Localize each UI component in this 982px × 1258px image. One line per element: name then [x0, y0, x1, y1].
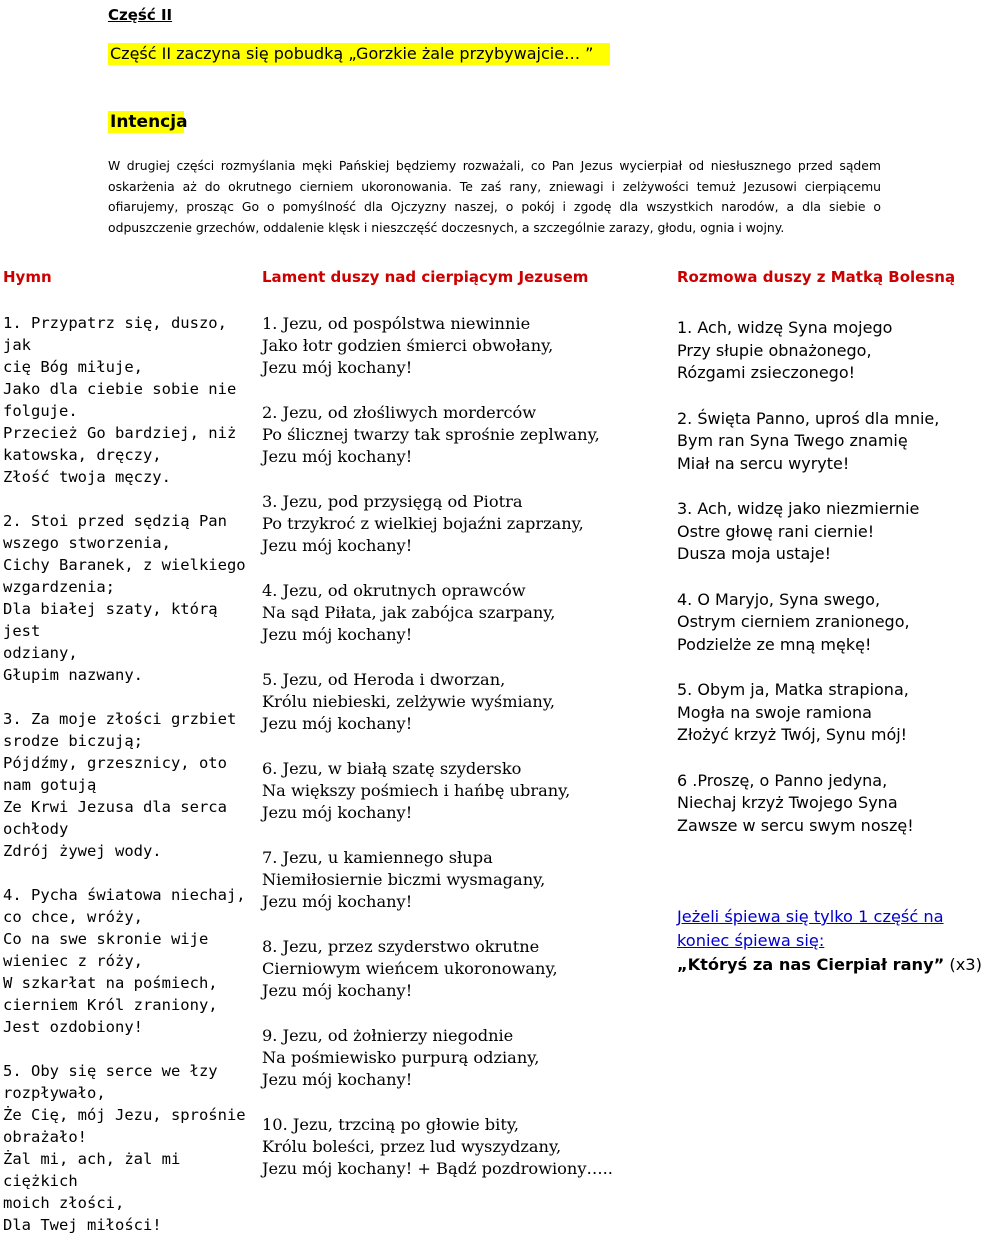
hymn-line: wszego stworzenia,	[3, 534, 171, 552]
hymn-heading: Hymn	[3, 268, 52, 286]
conversation-line: Podzielże ze mną mękę!	[677, 634, 872, 654]
conversation-line: 4. O Maryjo, Syna swego,	[677, 589, 881, 609]
hymn-line: Przecież Go bardziej, niż	[3, 424, 237, 442]
hymn-line: moich złości,	[3, 1194, 125, 1212]
lament-stanza	[262, 580, 652, 647]
hymn-line: Zdrój żywej wody.	[3, 842, 162, 860]
lament-line: Jezu mój kochany!	[262, 803, 413, 823]
hymn-line: Ze Krwi Jezusa dla serca	[3, 798, 227, 816]
conversation-line: 5. Obym ja, Matka strapiona,	[677, 680, 909, 699]
hymn-stanza	[3, 510, 253, 686]
lament-line: 5. Jezu, od Heroda i dworzan,	[262, 670, 506, 689]
lament-line: Królu niebieski, zelżywie wyśmiany,	[262, 692, 555, 712]
hymn-line: Cichy Baranek, z wielkiego	[3, 556, 246, 574]
hymn-line: srodze biczują;	[3, 732, 143, 750]
lament-heading: Lament duszy nad cierpiącym Jezusem	[262, 268, 589, 286]
lament-line: Po trzykroć z wielkiej bojaźni zaprzany,	[262, 514, 584, 534]
hymn-column	[3, 312, 253, 1258]
conversation-line: 2. Święta Panno, uproś dla mnie,	[677, 408, 940, 428]
hymn-line: Dla białej szaty, którą jest	[3, 600, 218, 640]
lament-line: 9. Jezu, od żołnierzy niegodnie	[262, 1026, 514, 1045]
lament-line: Jezu mój kochany!	[262, 981, 413, 1001]
hymn-line: W szkarłat na pośmiech,	[3, 974, 218, 992]
hymn-line: obrażało!	[3, 1128, 87, 1146]
lament-line: 4. Jezu, od okrutnych oprawców	[262, 581, 526, 600]
hymn-line: 4. Pycha światowa niechaj,	[3, 886, 246, 904]
lament-line: Niemiłosiernie biczmi wysmagany,	[262, 870, 546, 890]
conversation-line: Mogła na swoje ramiona	[677, 702, 872, 722]
hymn-line: nam gotują	[3, 776, 97, 794]
lament-line: 6. Jezu, w białą szatę szydersko	[262, 759, 522, 778]
conversation-heading: Rozmowa duszy z Matką Bolesną	[677, 268, 956, 286]
hymn-line: odziany,	[3, 644, 78, 662]
conversation-line: Rózgami zsieczonego!	[677, 363, 856, 382]
hymn-line: Dla Twej miłości!	[3, 1216, 162, 1234]
hymn-line: folguje.	[3, 402, 78, 420]
conversation-line: 6 .Proszę, o Panno jedyna,	[677, 770, 888, 790]
conversation-line: 1. Ach, widzę Syna mojego	[677, 318, 893, 337]
lament-line: Jezu mój kochany!	[262, 892, 413, 912]
lament-stanza	[262, 936, 652, 1003]
conversation-line: Niechaj krzyż Twojego Syna	[677, 793, 898, 812]
hymn-line: Jako dla ciebie sobie nie	[3, 380, 237, 398]
conversation-stanza	[677, 317, 962, 385]
hymn-line: 1. Przypatrz się, duszo, jak	[3, 314, 227, 354]
lament-line: Po ślicznej twarzy tak sprośnie zeplwany,	[262, 425, 600, 445]
lament-line: 2. Jezu, od złośliwych morderców	[262, 403, 537, 422]
hymn-line: rozpływało,	[3, 1084, 106, 1102]
lament-line: Na większy pośmiech i hańbę ubrany,	[262, 781, 571, 801]
lament-line: 7. Jezu, u kamiennego słupa	[262, 848, 493, 867]
conversation-stanza	[677, 589, 962, 657]
lament-line: Na pośmiewisko purpurą odziany,	[262, 1048, 540, 1068]
conversation-line: Ostrym cierniem zranionego,	[677, 612, 910, 631]
conversation-line: Miał na sercu wyryte!	[677, 453, 850, 473]
ending-note	[677, 905, 982, 977]
lament-line: Jezu mój kochany!	[262, 1070, 413, 1090]
hymn-line: Że Cię, mój Jezu, sprośnie	[3, 1106, 246, 1124]
lament-line: Na sąd Piłata, jak zabójca szarpany,	[262, 603, 556, 623]
note-song-repeat: (x3)	[944, 955, 982, 974]
lament-line: Jezu mój kochany!	[262, 358, 413, 378]
lament-line: Cierniowym wieńcem ukoronowany,	[262, 959, 558, 979]
hymn-line: ochłody	[3, 820, 69, 838]
part-title: Część II	[108, 6, 173, 24]
hymn-line: 2. Stoi przed sędzią Pan	[3, 512, 227, 530]
lament-line: 1. Jezu, od pospólstwa niewinnie	[262, 314, 531, 333]
intention-text: W drugiej części rozmyślania męki Pańskiej będziemy rozważali, co Pan Jezus wycierpiał od niesłusznego przed sądem oskarżenia aż do okrutnego cierniem ukoronowania. Te zaś rany, zniewagi i zelżywości temuż Jezusowi cierpiącemu ofiarujemy, prosząc Go o pomyślność dla Ojczyzny naszej, o pokój i zgodę dla wszystkich narodów, a dla siebie o odpuszczenie grzechów, oddalenie klęsk i nieszczęść doczesnych, a szczególnie zarazy, głodu, ognia i wojny.	[108, 158, 881, 235]
lament-line: Jezu mój kochany! + Bądź pozdrowiony…..	[262, 1159, 613, 1179]
hymn-line: Co na swe skronie wije	[3, 930, 209, 948]
conversation-line: 3. Ach, widzę jako niezmiernie	[677, 499, 920, 518]
hymn-line: katowska, dręczy,	[3, 446, 162, 464]
lament-line: Królu boleści, przez lud wyszydzany,	[262, 1137, 562, 1157]
note-instruction-line-2: koniec śpiewa się:	[677, 931, 825, 950]
conversation-line: Bym ran Syna Twego znamię	[677, 431, 908, 450]
note-instruction-line-1: Jeżeli śpiewa się tylko 1 część na	[677, 907, 944, 926]
hymn-line: Pójdźmy, grzesznicy, oto	[3, 754, 227, 772]
hymn-line: cierniem Król zraniony,	[3, 996, 218, 1014]
conversation-column	[677, 317, 962, 860]
lament-stanza	[262, 1114, 652, 1181]
conversation-line: Zawsze w sercu swym noszę!	[677, 815, 914, 835]
part-intro: Część II zaczyna się pobudką „Gorzkie żale przybywajcie… ”	[108, 43, 610, 65]
conversation-stanza	[677, 408, 962, 476]
hymn-stanza	[3, 1060, 253, 1236]
note-song	[677, 953, 982, 977]
hymn-line: cię Bóg miłuje,	[3, 358, 143, 376]
conversation-line: Przy słupie obnażonego,	[677, 340, 872, 360]
lament-stanza	[262, 669, 652, 736]
lament-line: 8. Jezu, przez szyderstwo okrutne	[262, 937, 540, 956]
lament-line: Jako łotr godzien śmierci obwołany,	[262, 336, 554, 356]
hymn-line: wieniec z róży,	[3, 952, 143, 970]
lament-line: Jezu mój kochany!	[262, 714, 413, 734]
hymn-line: 3. Za moje złości grzbiet	[3, 710, 237, 728]
lament-column	[262, 313, 652, 1203]
conversation-stanza	[677, 770, 962, 838]
lament-line: 3. Jezu, pod przysięgą od Piotra	[262, 492, 523, 511]
hymn-line: co chce, wróży,	[3, 908, 143, 926]
conversation-line: Złożyć krzyż Twój, Synu mój!	[677, 725, 908, 744]
lament-line: Jezu mój kochany!	[262, 536, 413, 556]
hymn-stanza	[3, 312, 253, 488]
lament-stanza	[262, 402, 652, 469]
note-song-title: „Któryś za nas Cierpiał rany”	[677, 955, 945, 974]
lament-line: Jezu mój kochany!	[262, 447, 413, 467]
conversation-stanza	[677, 498, 962, 566]
hymn-line: Jest ozdobiony!	[3, 1018, 143, 1036]
hymn-line: 5. Oby się serce we łzy	[3, 1062, 218, 1080]
lament-stanza	[262, 758, 652, 825]
conversation-line: Dusza moja ustaje!	[677, 544, 832, 563]
conversation-stanza	[677, 679, 962, 747]
hymn-line: Głupim nazwany.	[3, 666, 143, 684]
hymn-line: Żal mi, ach, żal mi ciężkich	[3, 1150, 181, 1190]
hymn-stanza	[3, 708, 253, 862]
lament-stanza	[262, 491, 652, 558]
lament-stanza	[262, 847, 652, 914]
intention-title: Intencja	[110, 112, 188, 132]
hymn-line: Złość twoja męczy.	[3, 468, 171, 486]
conversation-line: Ostre głowę rani ciernie!	[677, 521, 875, 541]
lament-stanza	[262, 313, 652, 380]
lament-line: Jezu mój kochany!	[262, 625, 413, 645]
lament-stanza	[262, 1025, 652, 1092]
hymn-stanza	[3, 884, 253, 1038]
hymn-line: wzgardzenia;	[3, 578, 115, 596]
lament-line: 10. Jezu, trzciną po głowie bity,	[262, 1115, 519, 1134]
